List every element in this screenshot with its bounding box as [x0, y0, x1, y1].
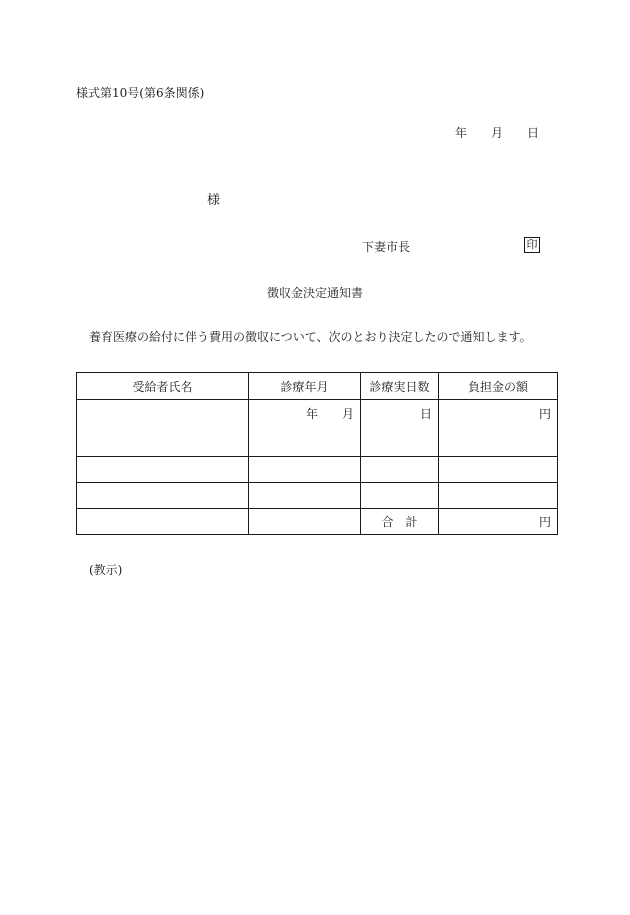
table-row	[77, 483, 558, 509]
form-number: 様式第10号(第6条関係)	[76, 86, 205, 100]
date-year-label: 年	[455, 126, 468, 140]
table-row	[77, 457, 558, 483]
date-month-label: 月	[491, 126, 504, 140]
year-unit: 年	[305, 407, 318, 421]
instruction-heading: (教示)	[89, 563, 123, 577]
charge-amount-cell[interactable]	[439, 483, 558, 509]
days-unit: 日	[419, 407, 432, 421]
date-line	[455, 126, 539, 140]
addressee-suffix: 様	[207, 193, 221, 208]
header-charge-amount: 負担金の額	[439, 373, 558, 400]
month-unit: 月	[341, 407, 354, 421]
charge-amount-cell[interactable]	[439, 400, 558, 457]
table-row	[77, 400, 558, 457]
seal-mark: 印	[524, 237, 540, 253]
empty-cell	[249, 509, 361, 535]
table-total-row	[77, 509, 558, 535]
header-treatment-days: 診療実日数	[361, 373, 439, 400]
treatment-days-cell[interactable]	[361, 400, 439, 457]
yen-unit: 円	[538, 407, 551, 421]
issuer-name: 下妻市長	[362, 240, 411, 254]
recipient-name-cell[interactable]	[77, 483, 249, 509]
recipient-name-cell[interactable]	[77, 457, 249, 483]
document-title: 徴収金決定通知書	[266, 286, 363, 300]
date-day-label: 日	[527, 126, 540, 140]
recipient-name-cell[interactable]	[77, 400, 249, 457]
header-recipient-name: 受給者氏名	[77, 373, 249, 400]
total-label: 合 計	[361, 509, 439, 535]
treatment-month-cell[interactable]	[249, 483, 361, 509]
treatment-month-cell[interactable]	[249, 457, 361, 483]
empty-cell	[77, 509, 249, 535]
treatment-days-cell[interactable]	[361, 457, 439, 483]
header-treatment-month: 診療年月	[249, 373, 361, 400]
detail-table	[76, 372, 558, 535]
table-header-row	[77, 373, 558, 400]
total-amount-cell[interactable]	[439, 509, 558, 535]
body-text: 養育医療の給付に伴う費用の徴収について、次のとおり決定したので通知します。	[89, 330, 532, 344]
treatment-month-cell[interactable]	[249, 400, 361, 457]
charge-amount-cell[interactable]	[439, 457, 558, 483]
total-yen-unit: 円	[538, 515, 551, 529]
treatment-days-cell[interactable]	[361, 483, 439, 509]
